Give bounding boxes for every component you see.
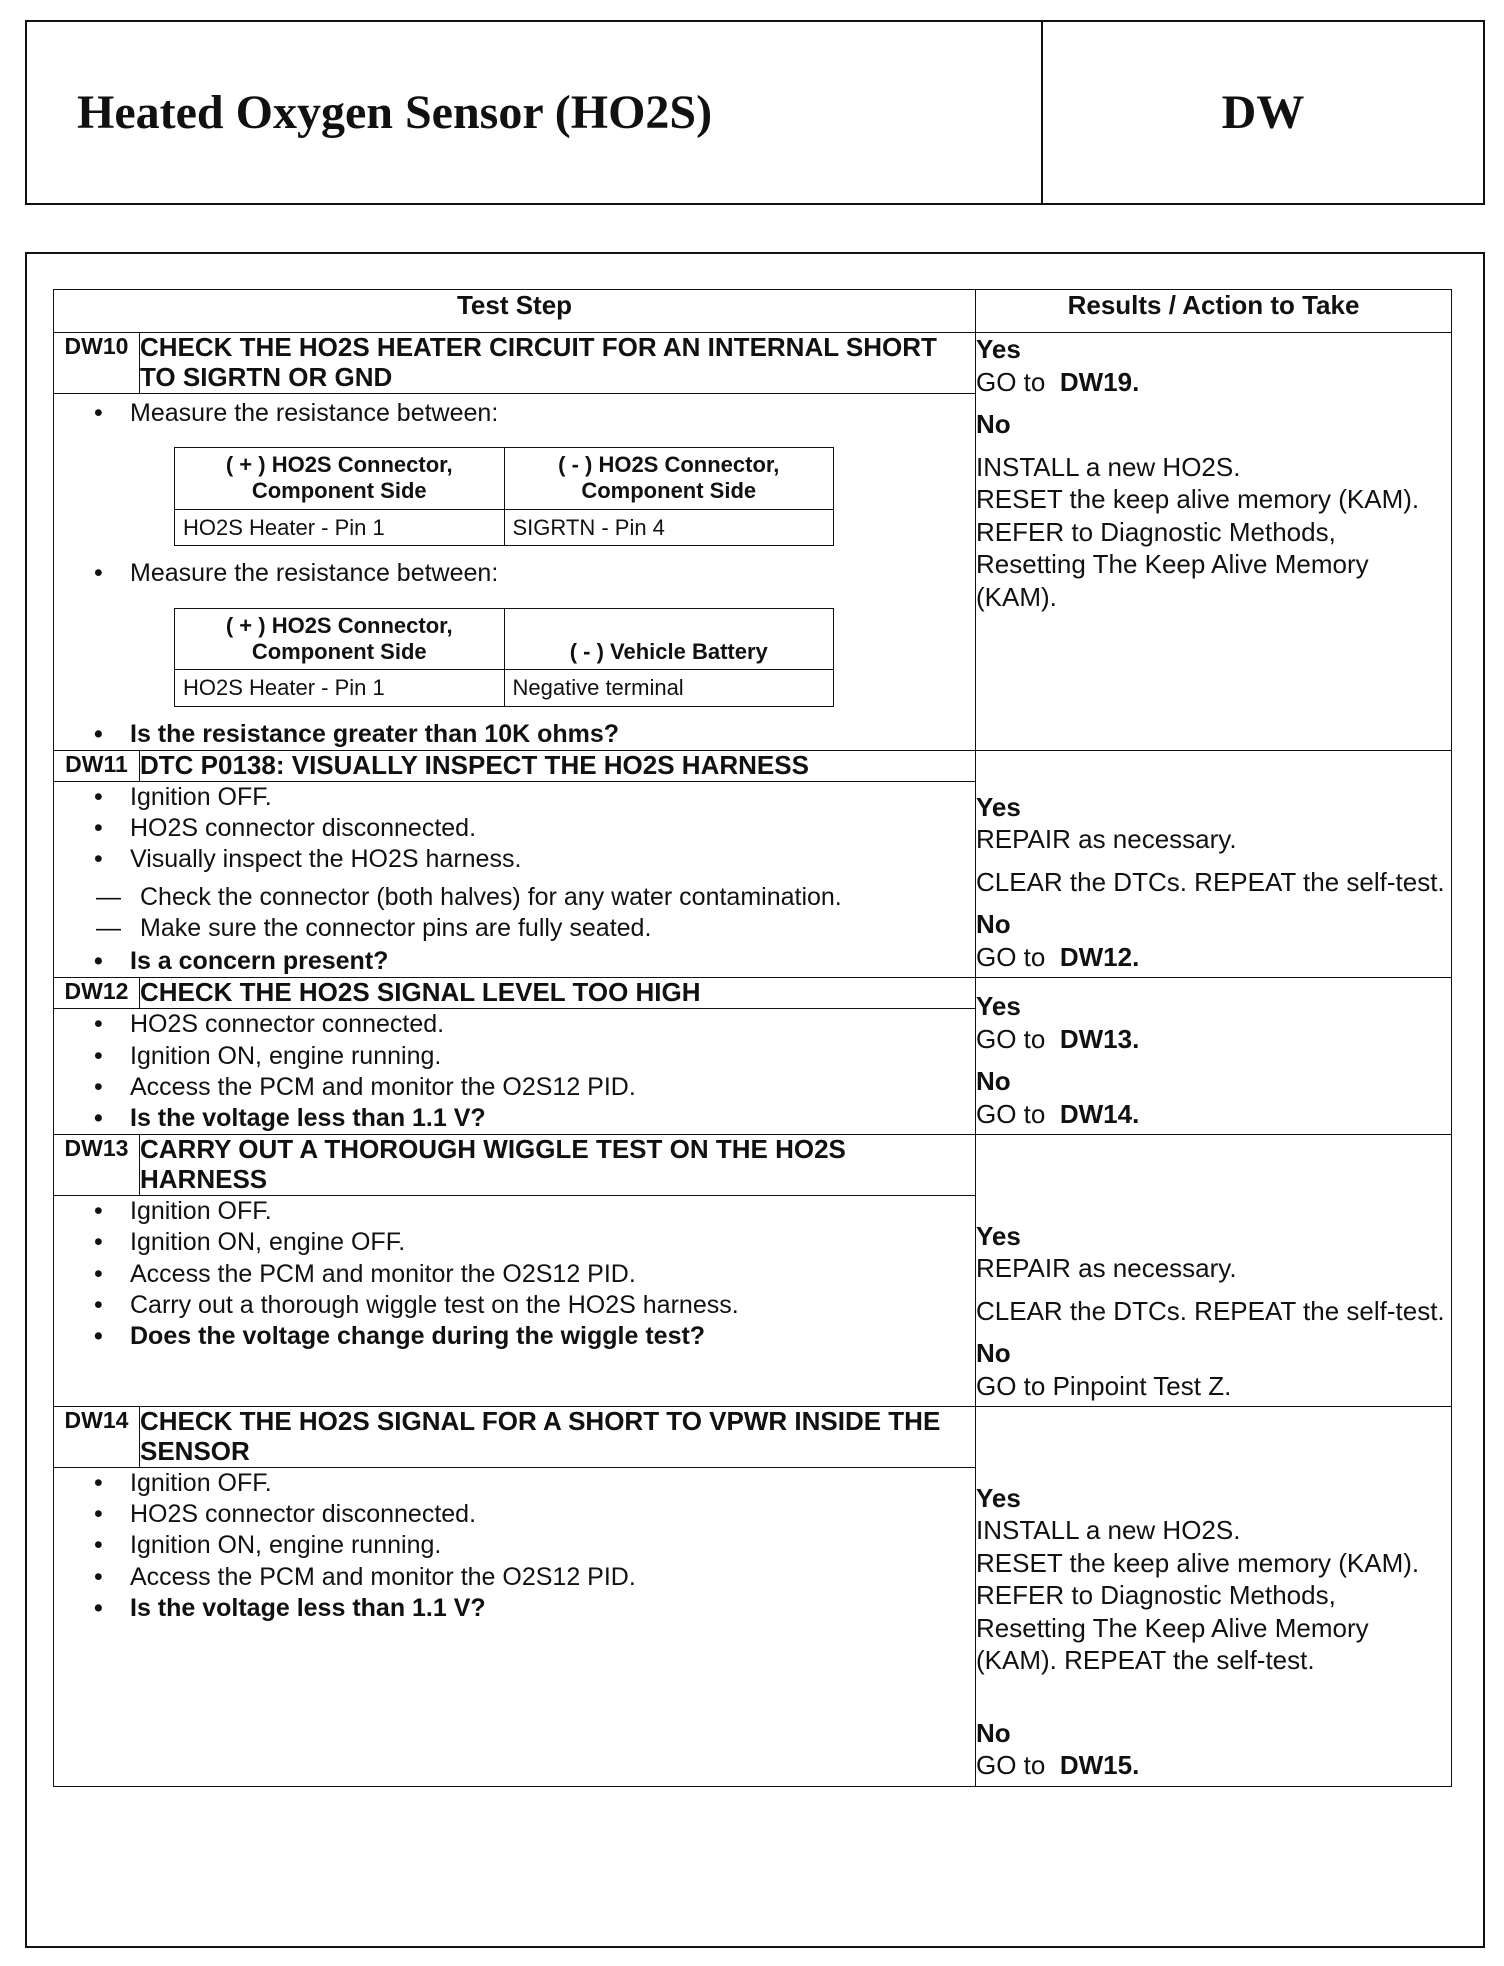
step-dw12-result <box>976 978 1452 1135</box>
table-header-row <box>54 290 1452 333</box>
step-code: DW11 <box>54 751 140 782</box>
yes-label: Yes <box>976 991 1021 1022</box>
list-item: • Measure the resistance between: <box>94 398 975 429</box>
step-title: CHECK THE HO2S SIGNAL LEVEL TOO HIGH <box>140 978 976 1009</box>
list-item: • Access the PCM and monitor the O2S12 PID. <box>94 1562 975 1593</box>
step-dw13-title-row <box>54 1135 1452 1196</box>
section-code: DW <box>1221 86 1305 139</box>
step-dw10-title-row <box>54 333 1452 394</box>
no-action: GO to DW15. <box>976 1750 1140 1781</box>
step-dw10-result <box>976 333 1452 751</box>
yes-action: RESET the keep alive memory (KAM). REFER to Diagnostic Methods, Resetting The Keep Alive Memory (KAM). REPEAT the self-test. <box>976 1547 1420 1676</box>
step-body <box>54 1009 976 1135</box>
step-title: CHECK THE HO2S SIGNAL FOR A SHORT TO VPWR INSIDE THE SENSOR <box>140 1407 976 1468</box>
resistance-table-2 <box>174 608 834 707</box>
yes-action: CLEAR the DTCs. REPEAT the self-test. <box>976 1295 1445 1326</box>
question: • Is the voltage less than 1.1 V? <box>94 1593 975 1624</box>
yes-action: REPAIR as necessary. <box>976 824 1237 855</box>
no-label: No <box>976 1717 1011 1748</box>
table-cell: SIGRTN - Pin 4 <box>504 509 834 546</box>
table-cell: HO2S Heater - Pin 1 <box>175 670 505 707</box>
yes-label: Yes <box>976 334 1021 364</box>
question: • Is the voltage less than 1.1 V? <box>94 1103 975 1134</box>
step-body <box>54 781 976 978</box>
step-dw14-result <box>976 1407 1452 1787</box>
list-item: • HO2S connector disconnected. <box>94 813 975 844</box>
table-header: ( + ) HO2S Connector, Component Side <box>175 448 505 510</box>
list-item: • Carry out a thorough wiggle test on the HO2S harness. <box>94 1290 975 1321</box>
list-item: • Ignition ON, engine running. <box>94 1530 975 1561</box>
no-label: No <box>976 1066 1011 1097</box>
step-code: DW13 <box>54 1135 140 1196</box>
list-item: • Visually inspect the HO2S harness. <box>94 844 975 875</box>
table-header: ( - ) HO2S Connector, Component Side <box>504 448 834 510</box>
step-title: CARRY OUT A THOROUGH WIGGLE TEST ON THE HO2S HARNESS <box>140 1135 976 1196</box>
yes-label: Yes <box>976 1220 1021 1251</box>
step-body <box>54 1196 976 1407</box>
yes-action: CLEAR the DTCs. REPEAT the self-test. <box>976 866 1445 897</box>
table-cell: Negative terminal <box>504 670 834 707</box>
table-header: ( + ) HO2S Connector, Component Side <box>175 608 505 670</box>
step-dw11-title-row <box>54 751 1452 782</box>
no-label: No <box>976 909 1011 940</box>
step-title: DTC P0138: VISUALLY INSPECT THE HO2S HARNESS <box>140 751 976 782</box>
no-action: GO to DW14. <box>976 1098 1140 1129</box>
yes-label: Yes <box>976 1482 1021 1513</box>
no-label: No <box>976 1338 1011 1369</box>
yes-action: GO to DW19. <box>976 366 1140 397</box>
test-step-table <box>53 289 1452 1787</box>
list-item: • Ignition OFF. <box>94 782 975 813</box>
no-action: GO to DW12. <box>976 941 1140 972</box>
step-code: DW12 <box>54 978 140 1009</box>
list-item: • Ignition ON, engine running. <box>94 1041 975 1072</box>
results-header: Results / Action to Take <box>976 290 1452 333</box>
list-item: • Ignition ON, engine OFF. <box>94 1227 975 1258</box>
list-item: • Measure the resistance between: <box>94 558 975 589</box>
no-action: INSTALL a new HO2S. <box>976 451 1241 482</box>
step-dw12-title-row <box>54 978 1452 1009</box>
step-dw11-result <box>976 751 1452 978</box>
table-header: ( - ) Vehicle Battery <box>504 608 834 670</box>
step-body <box>54 1467 976 1786</box>
list-item: • Ignition OFF. <box>94 1468 975 1499</box>
table-cell: HO2S Heater - Pin 1 <box>175 509 505 546</box>
no-action: RESET the keep alive memory (KAM). REFER to Diagnostic Methods, Resetting The Keep Alive Memory (KAM). <box>976 484 1420 612</box>
sub-item: — Make sure the connector pins are fully seated. <box>96 913 975 944</box>
list-item: • Access the PCM and monitor the O2S12 PID. <box>94 1259 975 1290</box>
step-dw14-title-row <box>54 1407 1452 1468</box>
step-dw13-result <box>976 1135 1452 1407</box>
question: • Is the resistance greater than 10K ohms? <box>94 719 975 750</box>
no-label: No <box>976 409 1011 439</box>
step-body <box>54 393 976 750</box>
list-item: • Access the PCM and monitor the O2S12 PID. <box>94 1072 975 1103</box>
resistance-table-1 <box>174 447 834 546</box>
yes-action: REPAIR as necessary. <box>976 1253 1237 1284</box>
step-code: DW10 <box>54 333 140 394</box>
step-code: DW14 <box>54 1407 140 1468</box>
sub-item: — Check the connector (both halves) for any water contamination. <box>96 882 975 913</box>
list-item: • Ignition OFF. <box>94 1196 975 1227</box>
question: • Does the voltage change during the wiggle test? <box>94 1321 975 1352</box>
step-title: CHECK THE HO2S HEATER CIRCUIT FOR AN INTERNAL SHORT TO SIGRTN OR GND <box>140 333 976 394</box>
list-item: • HO2S connector connected. <box>94 1009 975 1040</box>
yes-action: GO to DW13. <box>976 1023 1140 1054</box>
question: • Is a concern present? <box>94 946 975 977</box>
yes-label: Yes <box>976 791 1021 822</box>
yes-action: INSTALL a new HO2S. <box>976 1515 1241 1546</box>
no-action: GO to Pinpoint Test Z. <box>976 1370 1232 1401</box>
page-title: Heated Oxygen Sensor (HO2S) <box>27 22 1043 203</box>
test-step-header: Test Step <box>54 290 976 333</box>
page-header <box>25 20 1485 205</box>
list-item: • HO2S connector disconnected. <box>94 1499 975 1530</box>
